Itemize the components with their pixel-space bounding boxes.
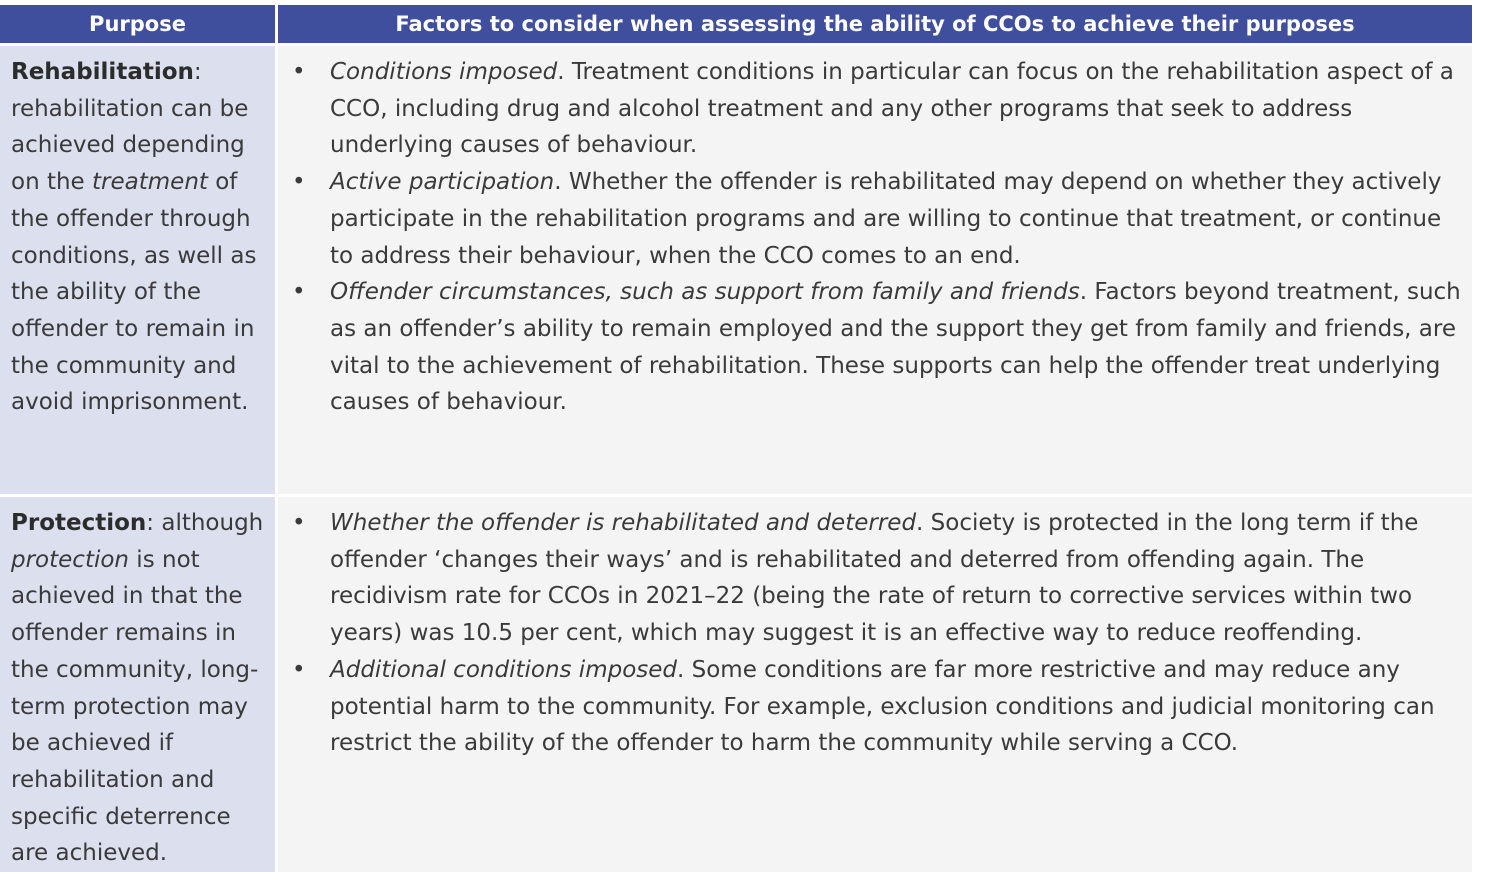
purpose-column-header: Purpose bbox=[0, 5, 278, 43]
factors-cell bbox=[278, 497, 1472, 872]
list-item bbox=[278, 652, 1462, 762]
purpose-text: is not achieved in that the offender remains in the community, long-term protection may be achieved if rehabilitation and specific deterrence are achieved. bbox=[11, 546, 259, 867]
purpose-text: : rehabilitation can be achieved depending on the bbox=[11, 59, 249, 196]
factor-lead: Additional conditions imposed bbox=[330, 656, 678, 683]
purpose-cell bbox=[0, 46, 278, 494]
bullet-icon: • bbox=[292, 59, 306, 85]
bullet-icon: • bbox=[292, 279, 306, 306]
factors-list bbox=[278, 54, 1462, 421]
table-header bbox=[0, 5, 1472, 43]
list-item bbox=[278, 54, 1462, 164]
factors-list bbox=[278, 505, 1462, 762]
bullet-icon: • bbox=[292, 656, 306, 683]
purpose-term: Protection bbox=[11, 510, 147, 536]
factor-lead: Offender circumstances, such as support from family and friends bbox=[330, 279, 1080, 306]
factor-lead: Whether the offender is rehabilitated and deterred bbox=[330, 510, 917, 536]
list-item bbox=[278, 164, 1462, 274]
list-item bbox=[278, 274, 1462, 421]
table-row bbox=[0, 494, 1472, 872]
factor-lead: Conditions imposed bbox=[330, 59, 558, 85]
factor-text: . Society is protected in the long term if the offender ‘changes their ways’ and is rehabilitated and deterred from offending again. The recidivism rate for CCOs in 2021–22 (being the rate of return to corrective services within two years) was 10.5 per cent, which may suggest it is an effective way to reduce reoffending. bbox=[330, 510, 1419, 647]
factors-column-header: Factors to consider when assessing the ability of CCOs to achieve their purposes bbox=[395, 12, 1355, 36]
bullet-icon: • bbox=[292, 169, 306, 196]
purpose-text: : although bbox=[146, 510, 264, 536]
table-row bbox=[0, 43, 1472, 494]
factor-text: . Some conditions are far more restrictive and may reduce any potential harm to the community. For example, exclusion conditions and judicial monitoring can restrict the ability of the offender to harm the community while serving a CCO. bbox=[330, 656, 1435, 757]
purpose-cell bbox=[0, 497, 278, 872]
purpose-italic: treatment bbox=[92, 169, 208, 196]
purpose-italic: protection bbox=[11, 546, 129, 573]
factor-text: . Factors beyond treatment, such as an offender’s ability to remain employed and the support they get from family and friends, are vital to the achievement of rehabilitation. These supports can help the offender treat underlying causes of behaviour. bbox=[330, 279, 1461, 416]
factors-cell bbox=[278, 46, 1472, 494]
purpose-term: Rehabilitation bbox=[11, 59, 194, 85]
list-item bbox=[278, 505, 1462, 652]
purpose-text: of the offender through conditions, as well as the ability of the offender to remain in the community and avoid imprisonment. bbox=[11, 169, 257, 416]
factor-text: . Whether the offender is rehabilitated may depend on whether they actively participate in the rehabilitation programs and are willing to continue that treatment, or continue to address their behaviour, when the CCO comes to an end. bbox=[330, 169, 1442, 269]
factor-lead: Active participation bbox=[330, 169, 555, 196]
cco-purposes-table bbox=[0, 5, 1472, 872]
factor-text: . Treatment conditions in particular can focus on the rehabilitation aspect of a CCO, including drug and alcohol treatment and any other programs that seek to address underlying causes of behaviour. bbox=[330, 59, 1454, 159]
bullet-icon: • bbox=[292, 510, 306, 536]
